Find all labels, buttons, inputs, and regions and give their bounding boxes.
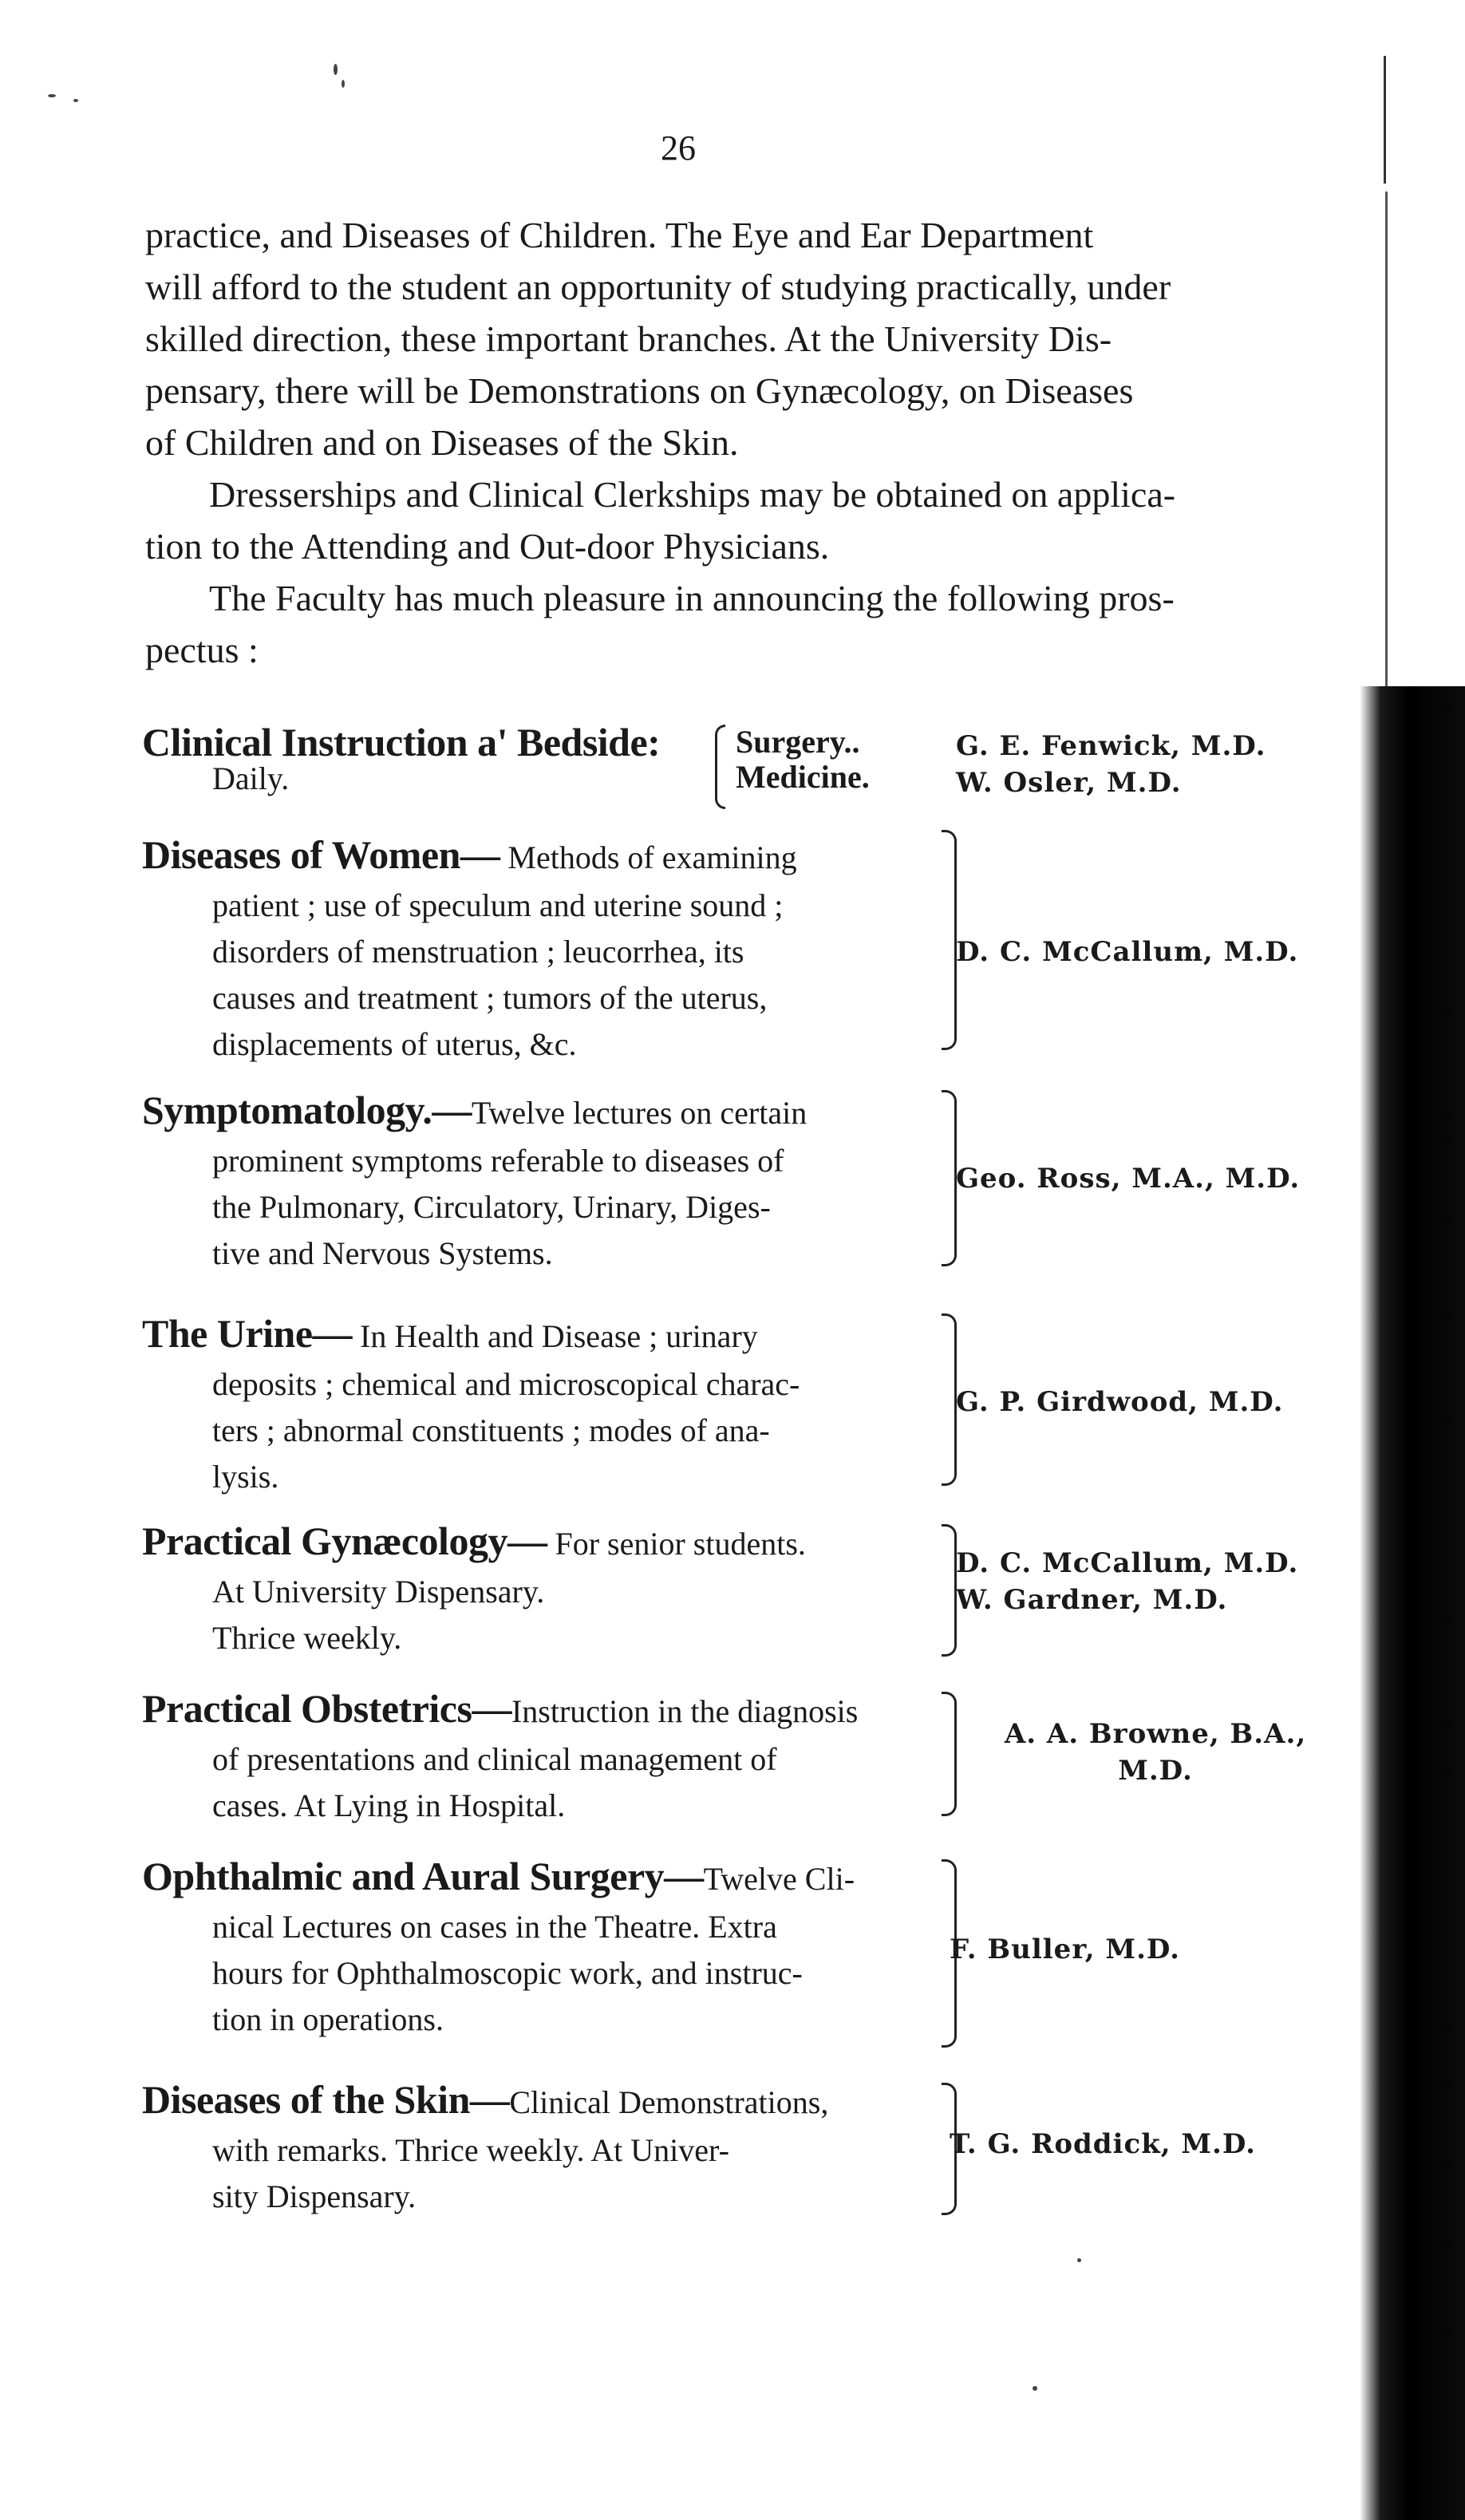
entry-title: Clinical Instruction a' Bedside:	[142, 720, 661, 764]
entry-desc-line: lysis.	[212, 1459, 279, 1495]
physician-name: A. A. Browne, B.A.,	[1004, 1718, 1307, 1750]
page-number: 26	[661, 128, 696, 168]
page-edge-shadow	[1385, 192, 1388, 686]
text-line: will afford to the student an opportunity of studying practically, under	[145, 267, 1171, 307]
entry-description	[142, 1085, 940, 1277]
entry-desc-line: Thrice weekly.	[212, 1620, 402, 1656]
entry-first-line	[142, 830, 940, 883]
entry-physicians	[950, 2126, 1364, 2163]
brace	[942, 1692, 957, 1816]
entry-desc-line: disorders of menstruation ; leucorrhea, its	[212, 934, 744, 970]
physician-name: G. P. Girdwood, M.D.	[956, 1386, 1284, 1418]
prospectus-paragraph	[145, 572, 1374, 676]
entry-physicians	[950, 1931, 1364, 1968]
entry-desc-line: patient ; use of speculum and uterine sound ;	[212, 887, 784, 923]
scan-speck	[73, 99, 78, 102]
entry-desc-line: displacements of uterus, &c.	[212, 1026, 577, 1062]
physician-name: F. Buller, M.D.	[950, 1933, 1181, 1965]
physician-degree: M.D.	[1118, 1755, 1193, 1787]
entry-desc-line: causes and treatment ; tumors of the uterus,	[212, 980, 768, 1016]
entry-physicians	[956, 1716, 1371, 1789]
entry-first-line	[142, 2075, 940, 2127]
text-line: tion to the Attending and Out-door Physicians.	[145, 526, 830, 567]
entry-title: Symptomatology.—	[142, 1088, 472, 1132]
entry-title: Practical Gynæcology—	[142, 1519, 547, 1563]
entry-physicians	[956, 934, 1371, 970]
entry-desc-line: the Pulmonary, Circulatory, Urinary, Diges-	[212, 1189, 771, 1225]
entry-desc-first: Methods of examining	[507, 839, 797, 875]
physician-name: D. C. McCallum, M.D.	[956, 936, 1299, 968]
entry-desc-line: tion in operations.	[212, 2001, 444, 2037]
scan-speck	[1033, 2386, 1037, 2391]
entry-schedule: Daily.	[212, 760, 290, 796]
entry-desc-first: For senior students.	[555, 1526, 806, 1562]
entry-title: Ophthalmic and Aural Surgery—	[142, 1854, 704, 1898]
scan-speck	[342, 80, 345, 88]
physician-name: Geo. Ross, M.A., M.D.	[956, 1163, 1301, 1195]
scan-speck	[48, 94, 56, 97]
brace-left	[715, 725, 725, 809]
prospectus-entry	[142, 1516, 1363, 1668]
entry-desc-first: Twelve lectures on certain	[471, 1095, 808, 1131]
entry-description	[142, 1851, 940, 2043]
entry-desc-line: ters ; abnormal constituents ; modes of ana-	[212, 1412, 770, 1448]
entry-desc-line: hours for Ophthalmoscopic work, and instruc-	[212, 1955, 803, 1991]
entry-desc-line: cases. At Lying in Hospital.	[212, 1787, 566, 1823]
scan-speck	[334, 64, 338, 75]
entry-description	[142, 1309, 940, 1500]
entry-first-line	[142, 1516, 940, 1569]
entry-description	[142, 1684, 940, 1829]
binding-shadow	[1360, 686, 1465, 2520]
prospectus-entry	[142, 1309, 1363, 1500]
entry-desc-line: prominent symptoms referable to diseases of	[212, 1143, 784, 1179]
prospectus-entry	[142, 1085, 1363, 1277]
entry-description	[142, 830, 940, 1068]
physician-name: W. Osler, M.D.	[956, 767, 1182, 799]
entry-desc-line: of presentations and clinical management of	[212, 1741, 777, 1777]
text-line: pectus :	[145, 630, 259, 670]
entry-physicians	[956, 1160, 1371, 1197]
entry-desc-line: sity Dispensary.	[212, 2178, 417, 2214]
entry-desc-line: with remarks. Thrice weekly. At Univer-	[212, 2132, 729, 2168]
entry-description	[142, 2075, 940, 2220]
subject-medicine: Medicine.	[736, 759, 870, 795]
brace	[942, 830, 957, 1050]
brace	[942, 1090, 957, 1266]
text-line: pensary, there will be Demonstrations on Gynæcology, on Diseases	[145, 370, 1134, 411]
text-line: Dresserships and Clinical Clerkships may be obtained on applica-	[209, 474, 1176, 515]
entry-desc-line: tive and Nervous Systems.	[212, 1235, 553, 1271]
prospectus-entry	[142, 718, 1363, 814]
brace	[942, 1524, 957, 1657]
prospectus-entry	[142, 1851, 1363, 2059]
prospectus-entry	[142, 2075, 1363, 2226]
entry-desc-first: Clinical Demonstrations,	[509, 2084, 829, 2120]
entry-title: Diseases of the Skin—	[142, 2077, 510, 2122]
entry-first-line	[142, 1851, 940, 1904]
entry-desc-first: In Health and Disease ; urinary	[360, 1318, 758, 1354]
text-line: of Children and on Diseases of the Skin.	[145, 422, 739, 463]
entry-physicians	[956, 1384, 1371, 1420]
intro-paragraph	[145, 209, 1374, 468]
physician-name: D. C. McCallum, M.D.	[956, 1547, 1299, 1579]
entry-desc-first: Instruction in the diagnosis	[511, 1693, 859, 1729]
entry-first-line	[142, 1684, 940, 1736]
entry-desc-line: nical Lectures on cases in the Theatre. Extra	[212, 1909, 777, 1945]
scan-speck	[1077, 2258, 1081, 2262]
prospectus-entry	[142, 830, 1363, 1069]
text-line: skilled direction, these important branches. At the University Dis-	[145, 318, 1112, 359]
physician-name: T. G. Roddick, M.D.	[950, 2128, 1257, 2160]
text-line: The Faculty has much pleasure in announcing the following pros-	[209, 578, 1175, 618]
entry-first-line	[142, 1309, 940, 1361]
subject-surgery: Surgery..	[736, 724, 860, 760]
physician-name: G. E. Fenwick, M.D.	[956, 730, 1266, 762]
prospectus-entry	[142, 1684, 1363, 1835]
entry-desc-first: Twelve Cli-	[703, 1861, 855, 1897]
dresserships-paragraph	[145, 468, 1374, 572]
text-line: practice, and Diseases of Children. The Eye and Ear Department	[145, 215, 1094, 255]
entry-physicians	[956, 728, 1371, 801]
brace	[942, 1313, 957, 1486]
entry-first-line	[142, 1085, 940, 1138]
entry-title: Diseases of Women—	[142, 832, 500, 877]
entry-desc-line: At University Dispensary.	[212, 1574, 545, 1610]
entry-desc-line: deposits ; chemical and microscopical charac-	[212, 1366, 800, 1402]
entry-title: Practical Obstetrics—	[142, 1686, 511, 1731]
entry-title: The Urine—	[142, 1311, 353, 1356]
entry-description	[142, 1516, 940, 1661]
physician-name: W. Gardner, M.D.	[956, 1584, 1228, 1616]
entry-physicians	[956, 1545, 1371, 1618]
page-edge-shadow	[1384, 56, 1386, 184]
